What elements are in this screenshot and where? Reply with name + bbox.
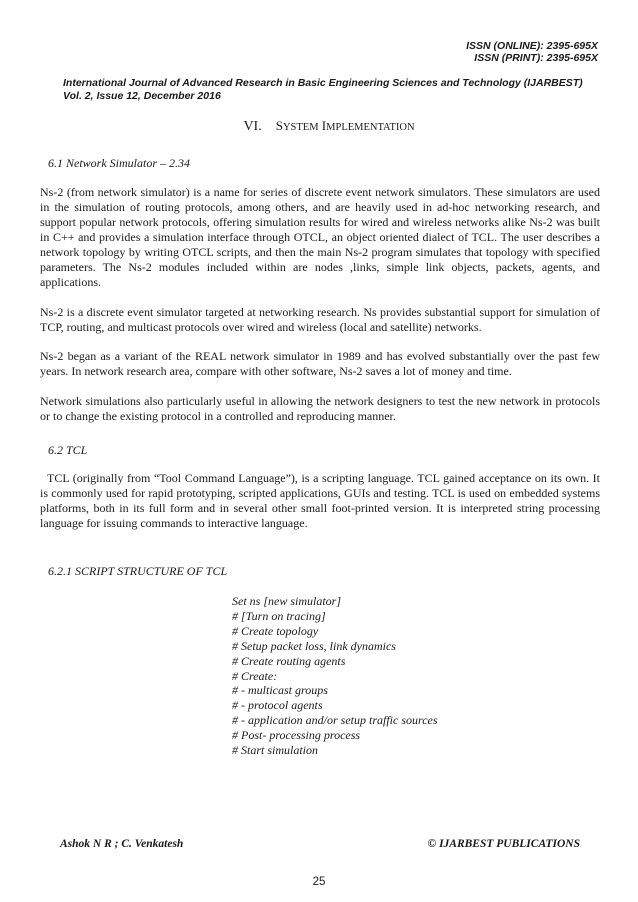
subsection-heading-6-2-1: 6.2.1 SCRIPT STRUCTURE OF TCL (48, 564, 228, 578)
code-line: # [Turn on tracing] (232, 608, 326, 623)
paragraph-ns2-history: Ns-2 began as a variant of the REAL network simulator in 1989 and has evolved substantially over the past few years. In network research area, compare with other software, Ns-2 saves a lot of money and time. (40, 349, 600, 378)
section-number: VI. (243, 119, 262, 134)
volume-issue: Vol. 2, Issue 12, December 2016 (63, 90, 221, 102)
code-line: Set ns [new simulator] (232, 594, 342, 608)
code-line: # - multicast groups (232, 683, 328, 698)
journal-header (63, 77, 603, 103)
code-line: # Post- processing process (232, 728, 361, 743)
tcl-script-listing (232, 594, 438, 758)
code-line: # Start simulation (232, 743, 319, 758)
code-line: # - application and/or setup traffic sources (232, 713, 438, 728)
paragraph-ns2-intro: Ns-2 (from network simulator) is a name for series of discrete event network simulators. These simulators are used in the simulation of routing protocols, among others, and are heavily used in ad-hoc networking research, and support popular network protocols, offering simulation results for wired and wireless networks alike Ns-2 was built in C++ and provides a simulation interface through OTCL, an object oriented dialect of TCL. The user describes a network topology by writing OTCL scripts, and then the main Ns-2 program simulates that topology with specified parameters. The Ns-2 modules included within are nodes ,links, simple link objects, packets, agents, and applications. (40, 185, 600, 289)
issn-online: ISSN (ONLINE): 2395-695X (466, 40, 598, 52)
paragraph-network-simulations: Network simulations also particularly useful in allowing the network designers to test the new network in protocols or to change the existing protocol in a controlled and reproducing manner. (40, 394, 600, 423)
code-line: # Setup packet loss, link dynamics (232, 638, 396, 653)
code-line: # - protocol agents (232, 698, 323, 713)
code-line: # Create topology (232, 623, 319, 638)
issn-block (466, 40, 598, 64)
footer-publisher: © IJARBEST PUBLICATIONS (427, 838, 580, 850)
section-title: VI. SYSTEM IMPLEMENTATION (243, 118, 415, 134)
page-number: 25 (312, 876, 326, 888)
code-line: # Create routing agents (232, 653, 346, 668)
code-line: # Create: (232, 668, 278, 683)
journal-title: International Journal of Advanced Research in Basic Engineering Sciences and Technology (IJARBEST) (63, 77, 583, 89)
paragraph-ns2-discrete: Ns-2 is a discrete event simulator targeted at networking research. Ns provides substantial support for simulation of TCP, routing, and multicast protocols over wired and wireless (local and satellite) networks. (40, 305, 600, 334)
footer-authors: Ashok N R ; C. Venkatesh (60, 838, 184, 850)
issn-print: ISSN (PRINT): 2395-695X (474, 52, 598, 64)
paragraph-tcl: TCL (originally from “Tool Command Language”), is a scripting language. TCL gained acceptance on its own. It is commonly used for rapid prototyping, scripted applications, GUIs and testing. TCL is used on embedded systems platforms, both in its full form and in several other small foot-printed version. It is interpreted string processing language for issuing commands to interactive language. (40, 471, 600, 530)
subsection-heading-6-2: 6.2 TCL (48, 443, 88, 457)
subsection-heading-6-1: 6.1 Network Simulator – 2.34 (48, 156, 191, 170)
